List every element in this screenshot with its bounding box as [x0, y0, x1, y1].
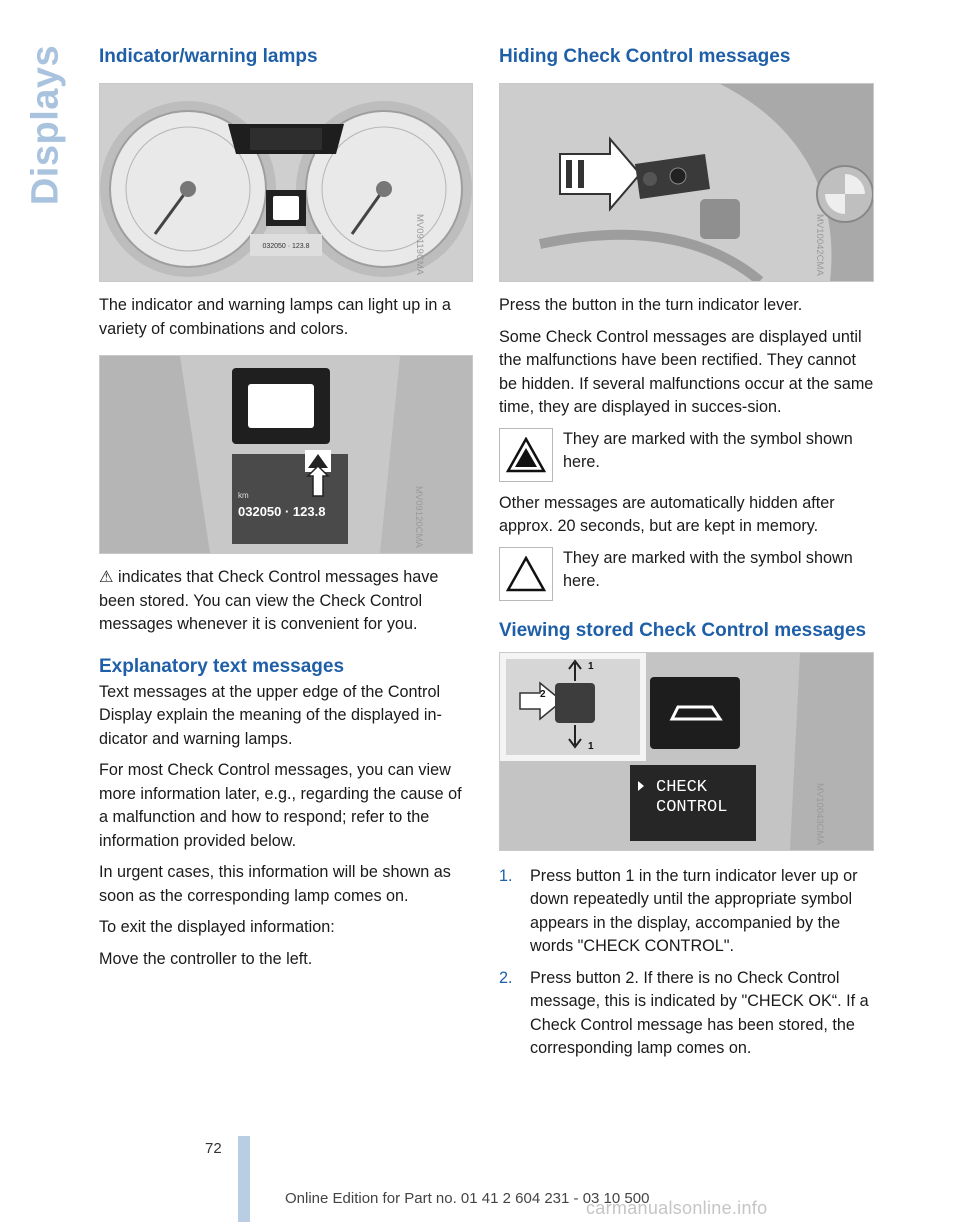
page-footer: [0, 1136, 960, 1222]
warning-triangle-icon: ⚠: [99, 568, 114, 586]
paragraph-exit-info: To exit the displayed information:: [99, 918, 335, 936]
symbol-row-persistent: [499, 428, 874, 482]
paragraph-other-messages: Other messages are automatically hidden after approx. 20 seconds, but are kept in memory.: [499, 493, 835, 535]
symbol-row-hidden: [499, 547, 874, 601]
paragraph-some-messages: Some Check Control messages are displayed until the malfunctions have been rectified. They cannot be hidden. If several malfunctions occur at the same time, they are displayed in succes-sion.: [499, 327, 874, 416]
heading-viewing-stored: Viewing stored Check Control messages: [499, 619, 867, 641]
fig4-number-2: 2: [540, 688, 546, 700]
fig4-number-1-top: 1: [588, 660, 594, 672]
symbol-text-persistent: They are marked with the symbol shown here.: [563, 429, 853, 471]
figure-instrument-cluster: [99, 83, 473, 282]
paragraph-more-information: For most Check Control messages, you can view more information later, e.g., regarding the cause of a malfunction and how to respond; refer to the information provided below.: [99, 761, 462, 850]
paragraph-press-button: Press the button in the turn indicator lever.: [499, 296, 803, 314]
step-text: Press button 1 in the turn indicator lever up or down repeatedly until the appropriate symbol appears in the display, accompanied by the words "CHECK CONTROL".: [530, 866, 858, 955]
figure-turn-indicator-button: [499, 83, 874, 282]
fig4-control-label: CONTROL: [656, 797, 728, 817]
step-text: Press button 2. If there is no Check Control message, this is indicated by "CHECK OK“. If a Check Control message has been stored, the corresponding lamp comes on.: [530, 968, 869, 1057]
paragraph-stored-messages-text: indicates that Check Control messages have been stored. You can view the Check Control messages whenever it is convenient for you.: [99, 568, 439, 633]
watermark: carmanualsonline.info: [586, 1198, 768, 1218]
figure-check-control-display: [499, 652, 874, 851]
page-number: 72: [205, 1140, 222, 1157]
heading-hiding-check-control: Hiding Check Control messages: [499, 46, 791, 67]
heading-indicator-lamps: Indicator/warning lamps: [99, 46, 318, 67]
fig2-odometer: 032050 · 123.8: [238, 504, 326, 519]
list-item: [499, 967, 874, 1061]
symbol-box-persistent: [499, 428, 553, 482]
right-column: [499, 44, 874, 1069]
fig4-code: MV10043CMA: [814, 782, 826, 845]
footer-bar: [238, 1136, 250, 1222]
list-item: [499, 865, 874, 959]
paragraph-move-controller: Move the controller to the left.: [99, 949, 313, 968]
figure-check-control-symbol: [99, 355, 473, 554]
heading-explanatory-text: Explanatory text messages: [99, 655, 345, 677]
fig3-code: MV10042CMA: [814, 214, 826, 276]
fig2-code: MV09120CMA: [413, 486, 425, 548]
fig1-odometer: 032050 · 123.8: [262, 243, 310, 250]
fig1-code: MV09119CMA: [413, 214, 425, 276]
paragraph-urgent-cases: In urgent cases, this information will be shown as soon as the corresponding lamp comes on.: [99, 863, 451, 905]
warning-triangle-filled-icon: [506, 437, 546, 473]
symbol-text-hidden: They are marked with the symbol shown here.: [563, 548, 853, 590]
fig4-number-1-bottom: 1: [588, 740, 594, 752]
paragraph-stored-messages: [99, 566, 473, 637]
steps-list: [499, 865, 874, 1061]
section-tab: [26, 40, 66, 210]
paragraph-lamps-colors: The indicator and warning lamps can light up in a variety of combinations and colors.: [99, 296, 451, 338]
warning-triangle-outline-icon: [506, 556, 546, 592]
section-tab-label: Displays: [24, 44, 67, 206]
step-number: 2.: [499, 968, 513, 987]
fig4-check-label: CHECK: [656, 777, 708, 797]
symbol-box-hidden: [499, 547, 553, 601]
paragraph-text-messages: Text messages at the upper edge of the Control Display explain the meaning of the displayed in-dicator and warning lamps.: [99, 682, 442, 748]
fig2-km-label: km: [238, 491, 249, 500]
step-number: 1.: [499, 866, 513, 885]
edition-note: Online Edition for Part no. 01 41 2 604 231 - 03 10 500: [285, 1190, 650, 1207]
left-column: [99, 44, 473, 979]
